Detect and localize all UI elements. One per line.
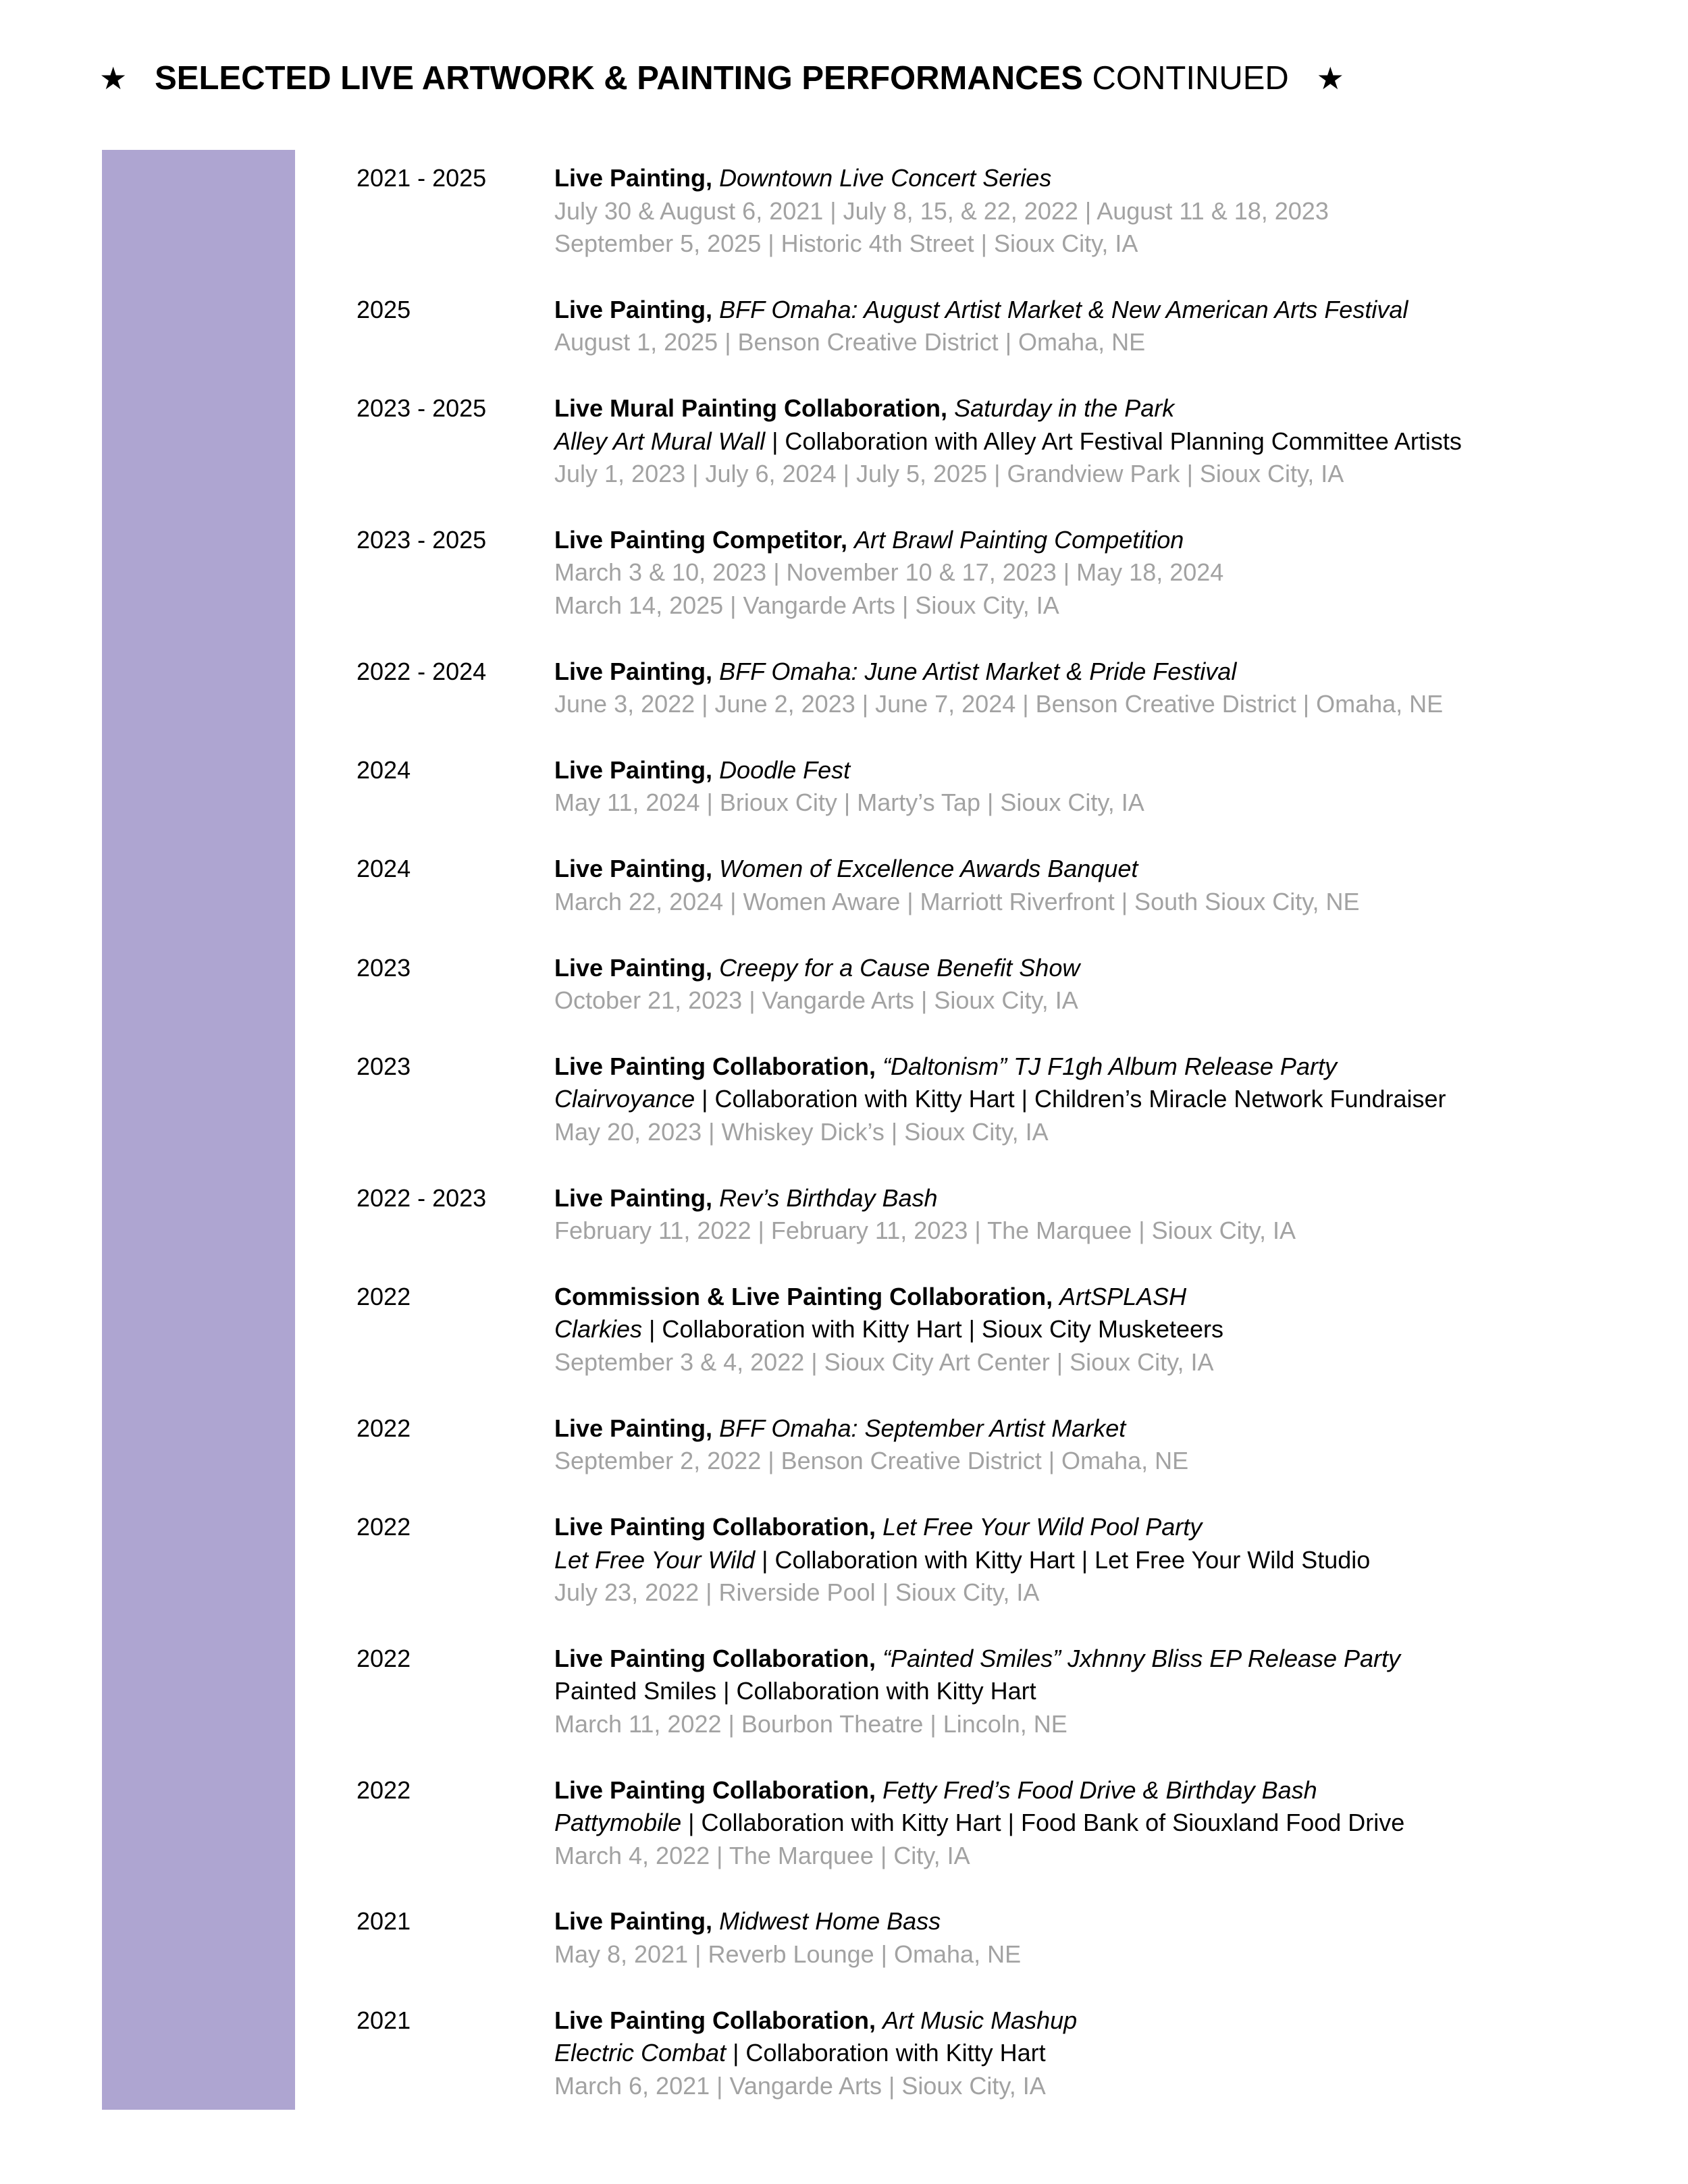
entry-detail-line: August 1, 2025 | Benson Creative District | Omaha, NE — [554, 328, 1146, 356]
entry-body — [554, 1643, 1673, 1741]
entry-year: 2024 — [357, 755, 411, 784]
entry-detail-line: March 11, 2022 | Bourbon Theatre | Lincoln, NE — [554, 1709, 1067, 1738]
entry-collaboration-line — [554, 1313, 1673, 1346]
entry-detail-line: September 5, 2025 | Historic 4th Street | Sioux City, IA — [554, 230, 1138, 257]
entry-collaboration-line — [554, 1083, 1673, 1116]
performance-entry — [357, 2004, 1673, 2103]
performance-entry — [357, 656, 1673, 721]
entry-title-line — [554, 1281, 1673, 1314]
entry-role: Live Painting Collaboration, — [554, 1644, 876, 1672]
entry-year: 2021 - 2025 — [357, 164, 487, 192]
entry-year: 2022 - 2023 — [357, 1183, 487, 1212]
entry-detail-line: May 20, 2023 | Whiskey Dick’s | Sioux City, IA — [554, 1117, 1049, 1146]
entry-event: BFF Omaha: August Artist Market & New American Arts Festival — [719, 295, 1408, 323]
entry-detail-line: March 4, 2022 | The Marquee | City, IA — [554, 1841, 970, 1869]
entry-role: Live Painting Competitor, — [554, 525, 848, 554]
entry-body — [554, 1511, 1673, 1609]
entry-title-line — [554, 162, 1673, 195]
entry-event: Women of Excellence Awards Banquet — [719, 855, 1138, 883]
performance-entry — [357, 294, 1673, 359]
entry-role: Live Painting, — [554, 657, 713, 685]
entry-detail-line: March 3 & 10, 2023 | November 10 & 17, 2023 | May 18, 2024 — [554, 558, 1224, 587]
entry-event: BFF Omaha: September Artist Market — [719, 1414, 1126, 1442]
entry-role: Live Painting, — [554, 953, 713, 982]
entry-role: Live Mural Painting Collaboration, — [554, 394, 948, 423]
artwork-title: Clarkies — [554, 1315, 643, 1343]
entry-event: ArtSPLASH — [1059, 1282, 1187, 1310]
entry-role: Live Painting, — [554, 295, 713, 323]
entry-year: 2023 - 2025 — [357, 525, 487, 554]
heading-continued-text: CONTINUED — [1082, 60, 1289, 97]
performance-entry — [357, 1905, 1673, 1971]
entry-body — [554, 754, 1673, 820]
entry-role: Live Painting, — [554, 1183, 713, 1212]
entry-year: 2022 — [357, 1776, 411, 1804]
entry-event: BFF Omaha: June Artist Market & Pride Festival — [719, 657, 1237, 685]
entry-event: Downtown Live Concert Series — [719, 164, 1052, 192]
performance-list — [357, 162, 1673, 2136]
entry-role: Live Painting Collaboration, — [554, 2006, 876, 2034]
entry-detail-line: March 22, 2024 | Women Aware | Marriott Riverfront | South Sioux City, NE — [554, 887, 1360, 915]
collaboration-text: | Collaboration with Alley Art Festival Planning Committee Artists — [765, 427, 1462, 455]
entry-event: Let Free Your Wild Pool Party — [882, 1513, 1203, 1541]
entry-title-line — [554, 1412, 1673, 1445]
entry-title-line — [554, 1774, 1673, 1807]
entry-collaboration-line — [554, 2037, 1673, 2070]
entry-title-line — [554, 1050, 1673, 1084]
entry-body — [554, 162, 1673, 261]
collaboration-text: | Collaboration with Kitty Hart — [726, 2039, 1046, 2067]
entry-detail-line: July 30 & August 6, 2021 | July 8, 15, & 22, 2022 | August 11 & 18, 2023 — [554, 196, 1329, 225]
entry-event: Saturday in the Park — [954, 394, 1175, 423]
performance-entry — [357, 524, 1673, 622]
entry-title-line — [554, 1182, 1673, 1215]
entry-detail-line: May 11, 2024 | Brioux City | Marty’s Tap | Sioux City, IA — [554, 789, 1144, 817]
entry-body — [554, 2004, 1673, 2103]
entry-body — [554, 524, 1673, 622]
entry-title-line — [554, 294, 1673, 327]
entry-body — [554, 1774, 1673, 1873]
entry-event: Doodle Fest — [719, 755, 851, 784]
performance-entry — [357, 1511, 1673, 1609]
entry-year: 2022 - 2024 — [357, 657, 487, 685]
entry-event: Rev’s Birthday Bash — [719, 1183, 938, 1212]
entry-event: Fetty Fred’s Food Drive & Birthday Bash — [882, 1776, 1317, 1804]
entry-role: Live Painting, — [554, 755, 713, 784]
entry-year: 2022 — [357, 1513, 411, 1541]
artwork-title: Alley Art Mural Wall — [554, 427, 766, 455]
entry-title-line — [554, 1511, 1673, 1544]
entry-event: Art Music Mashup — [882, 2006, 1078, 2034]
performance-entry — [357, 1412, 1673, 1478]
entry-body — [554, 294, 1673, 359]
entry-collaboration-line — [554, 1675, 1673, 1708]
performance-entry — [357, 853, 1673, 918]
entry-detail-line: March 14, 2025 | Vangarde Arts | Sioux City, IA — [554, 591, 1059, 619]
artwork-title: Let Free Your Wild — [554, 1545, 756, 1574]
entry-title-line — [554, 754, 1673, 787]
entry-role: Live Painting Collaboration, — [554, 1052, 876, 1080]
entry-role: Live Painting, — [554, 1414, 713, 1442]
entry-detail-line: February 11, 2022 | February 11, 2023 | The Marquee | Sioux City, IA — [554, 1217, 1296, 1245]
performance-entry — [357, 1774, 1673, 1873]
entry-body — [554, 1905, 1673, 1971]
entry-year: 2024 — [357, 855, 411, 883]
entry-event: Midwest Home Bass — [719, 1907, 941, 1936]
collaboration-text: Painted Smiles | Collaboration with Kitty Hart — [554, 1677, 1036, 1705]
entry-detail-line: May 8, 2021 | Reverb Lounge | Omaha, NE — [554, 1940, 1022, 1968]
entry-year: 2022 — [357, 1282, 411, 1310]
entry-detail-line: March 6, 2021 | Vangarde Arts | Sioux City, IA — [554, 2071, 1046, 2100]
performance-entry — [357, 1182, 1673, 1248]
collaboration-text: | Collaboration with Kitty Hart | Sioux City Musketeers — [642, 1315, 1224, 1343]
performance-entry — [357, 1643, 1673, 1741]
entry-title-line — [554, 853, 1673, 886]
entry-year: 2023 — [357, 1052, 411, 1080]
entry-title-line — [554, 1643, 1673, 1676]
performance-entry — [357, 952, 1673, 1017]
entry-detail-line: July 23, 2022 | Riverside Pool | Sioux City, IA — [554, 1578, 1040, 1607]
heading-bold-text: SELECTED LIVE ARTWORK & PAINTING PERFORMANCES — [155, 60, 1083, 97]
entry-title-line — [554, 952, 1673, 985]
collaboration-text: | Collaboration with Kitty Hart | Children’s Miracle Network Fundraiser — [695, 1085, 1446, 1113]
entry-body — [554, 1182, 1673, 1248]
entry-year: 2025 — [357, 295, 411, 323]
entry-collaboration-line — [554, 1544, 1673, 1577]
entry-event: Creepy for a Cause Benefit Show — [719, 953, 1080, 982]
entry-collaboration-line — [554, 1807, 1673, 1840]
entry-role: Live Painting, — [554, 855, 713, 883]
entry-year: 2023 — [357, 953, 411, 982]
entry-event: “Painted Smiles” Jxhnny Bliss EP Release Party — [882, 1644, 1401, 1672]
entry-detail-line: July 1, 2023 | July 6, 2024 | July 5, 2025 | Grandview Park | Sioux City, IA — [554, 460, 1344, 488]
entry-event: “Daltonism” TJ F1gh Album Release Party — [882, 1052, 1337, 1080]
page-heading — [99, 58, 1344, 99]
entry-body — [554, 392, 1673, 491]
artwork-title: Pattymobile — [554, 1809, 682, 1837]
star-icon: ★ — [99, 61, 128, 96]
performance-entry — [357, 1050, 1673, 1149]
entry-role: Live Painting Collaboration, — [554, 1513, 876, 1541]
entry-year: 2022 — [357, 1644, 411, 1672]
entry-role: Live Painting, — [554, 164, 713, 192]
performance-entry — [357, 162, 1673, 261]
artwork-title: Clairvoyance — [554, 1085, 695, 1113]
entry-role: Live Painting, — [554, 1907, 713, 1936]
entry-role: Live Painting Collaboration, — [554, 1776, 876, 1804]
entry-body — [554, 656, 1673, 721]
star-icon: ★ — [1316, 61, 1344, 96]
entry-title-line — [554, 524, 1673, 557]
collaboration-text: | Collaboration with Kitty Hart | Food Bank of Siouxland Food Drive — [681, 1809, 1405, 1837]
entry-year: 2021 — [357, 1907, 411, 1936]
artwork-title: Electric Combat — [554, 2039, 727, 2067]
entry-title-line — [554, 392, 1673, 425]
entry-year: 2023 - 2025 — [357, 394, 487, 423]
entry-body — [554, 1412, 1673, 1478]
entry-year: 2021 — [357, 2006, 411, 2034]
entry-detail-line: September 2, 2022 | Benson Creative District | Omaha, NE — [554, 1447, 1189, 1475]
entry-event: Art Brawl Painting Competition — [854, 525, 1184, 554]
collaboration-text: | Collaboration with Kitty Hart | Let Free Your Wild Studio — [755, 1545, 1371, 1574]
entry-detail-line: October 21, 2023 | Vangarde Arts | Sioux City, IA — [554, 986, 1078, 1015]
entry-role: Commission & Live Painting Collaboration, — [554, 1282, 1053, 1310]
entry-title-line — [554, 2004, 1673, 2037]
entry-body — [554, 1281, 1673, 1379]
entry-body — [554, 952, 1673, 1017]
entry-detail-line: June 3, 2022 | June 2, 2023 | June 7, 2024 | Benson Creative District | Omaha, NE — [554, 690, 1444, 718]
performance-entry — [357, 1281, 1673, 1379]
entry-collaboration-line — [554, 425, 1673, 458]
entry-detail-line: September 3 & 4, 2022 | Sioux City Art Center | Sioux City, IA — [554, 1348, 1214, 1376]
entry-title-line — [554, 656, 1673, 689]
entry-body — [554, 853, 1673, 918]
entry-body — [554, 1050, 1673, 1149]
entry-title-line — [554, 1905, 1673, 1938]
entry-year: 2022 — [357, 1414, 411, 1442]
decorative-sidebar — [102, 150, 295, 2110]
performance-entry — [357, 392, 1673, 491]
performance-entry — [357, 754, 1673, 820]
